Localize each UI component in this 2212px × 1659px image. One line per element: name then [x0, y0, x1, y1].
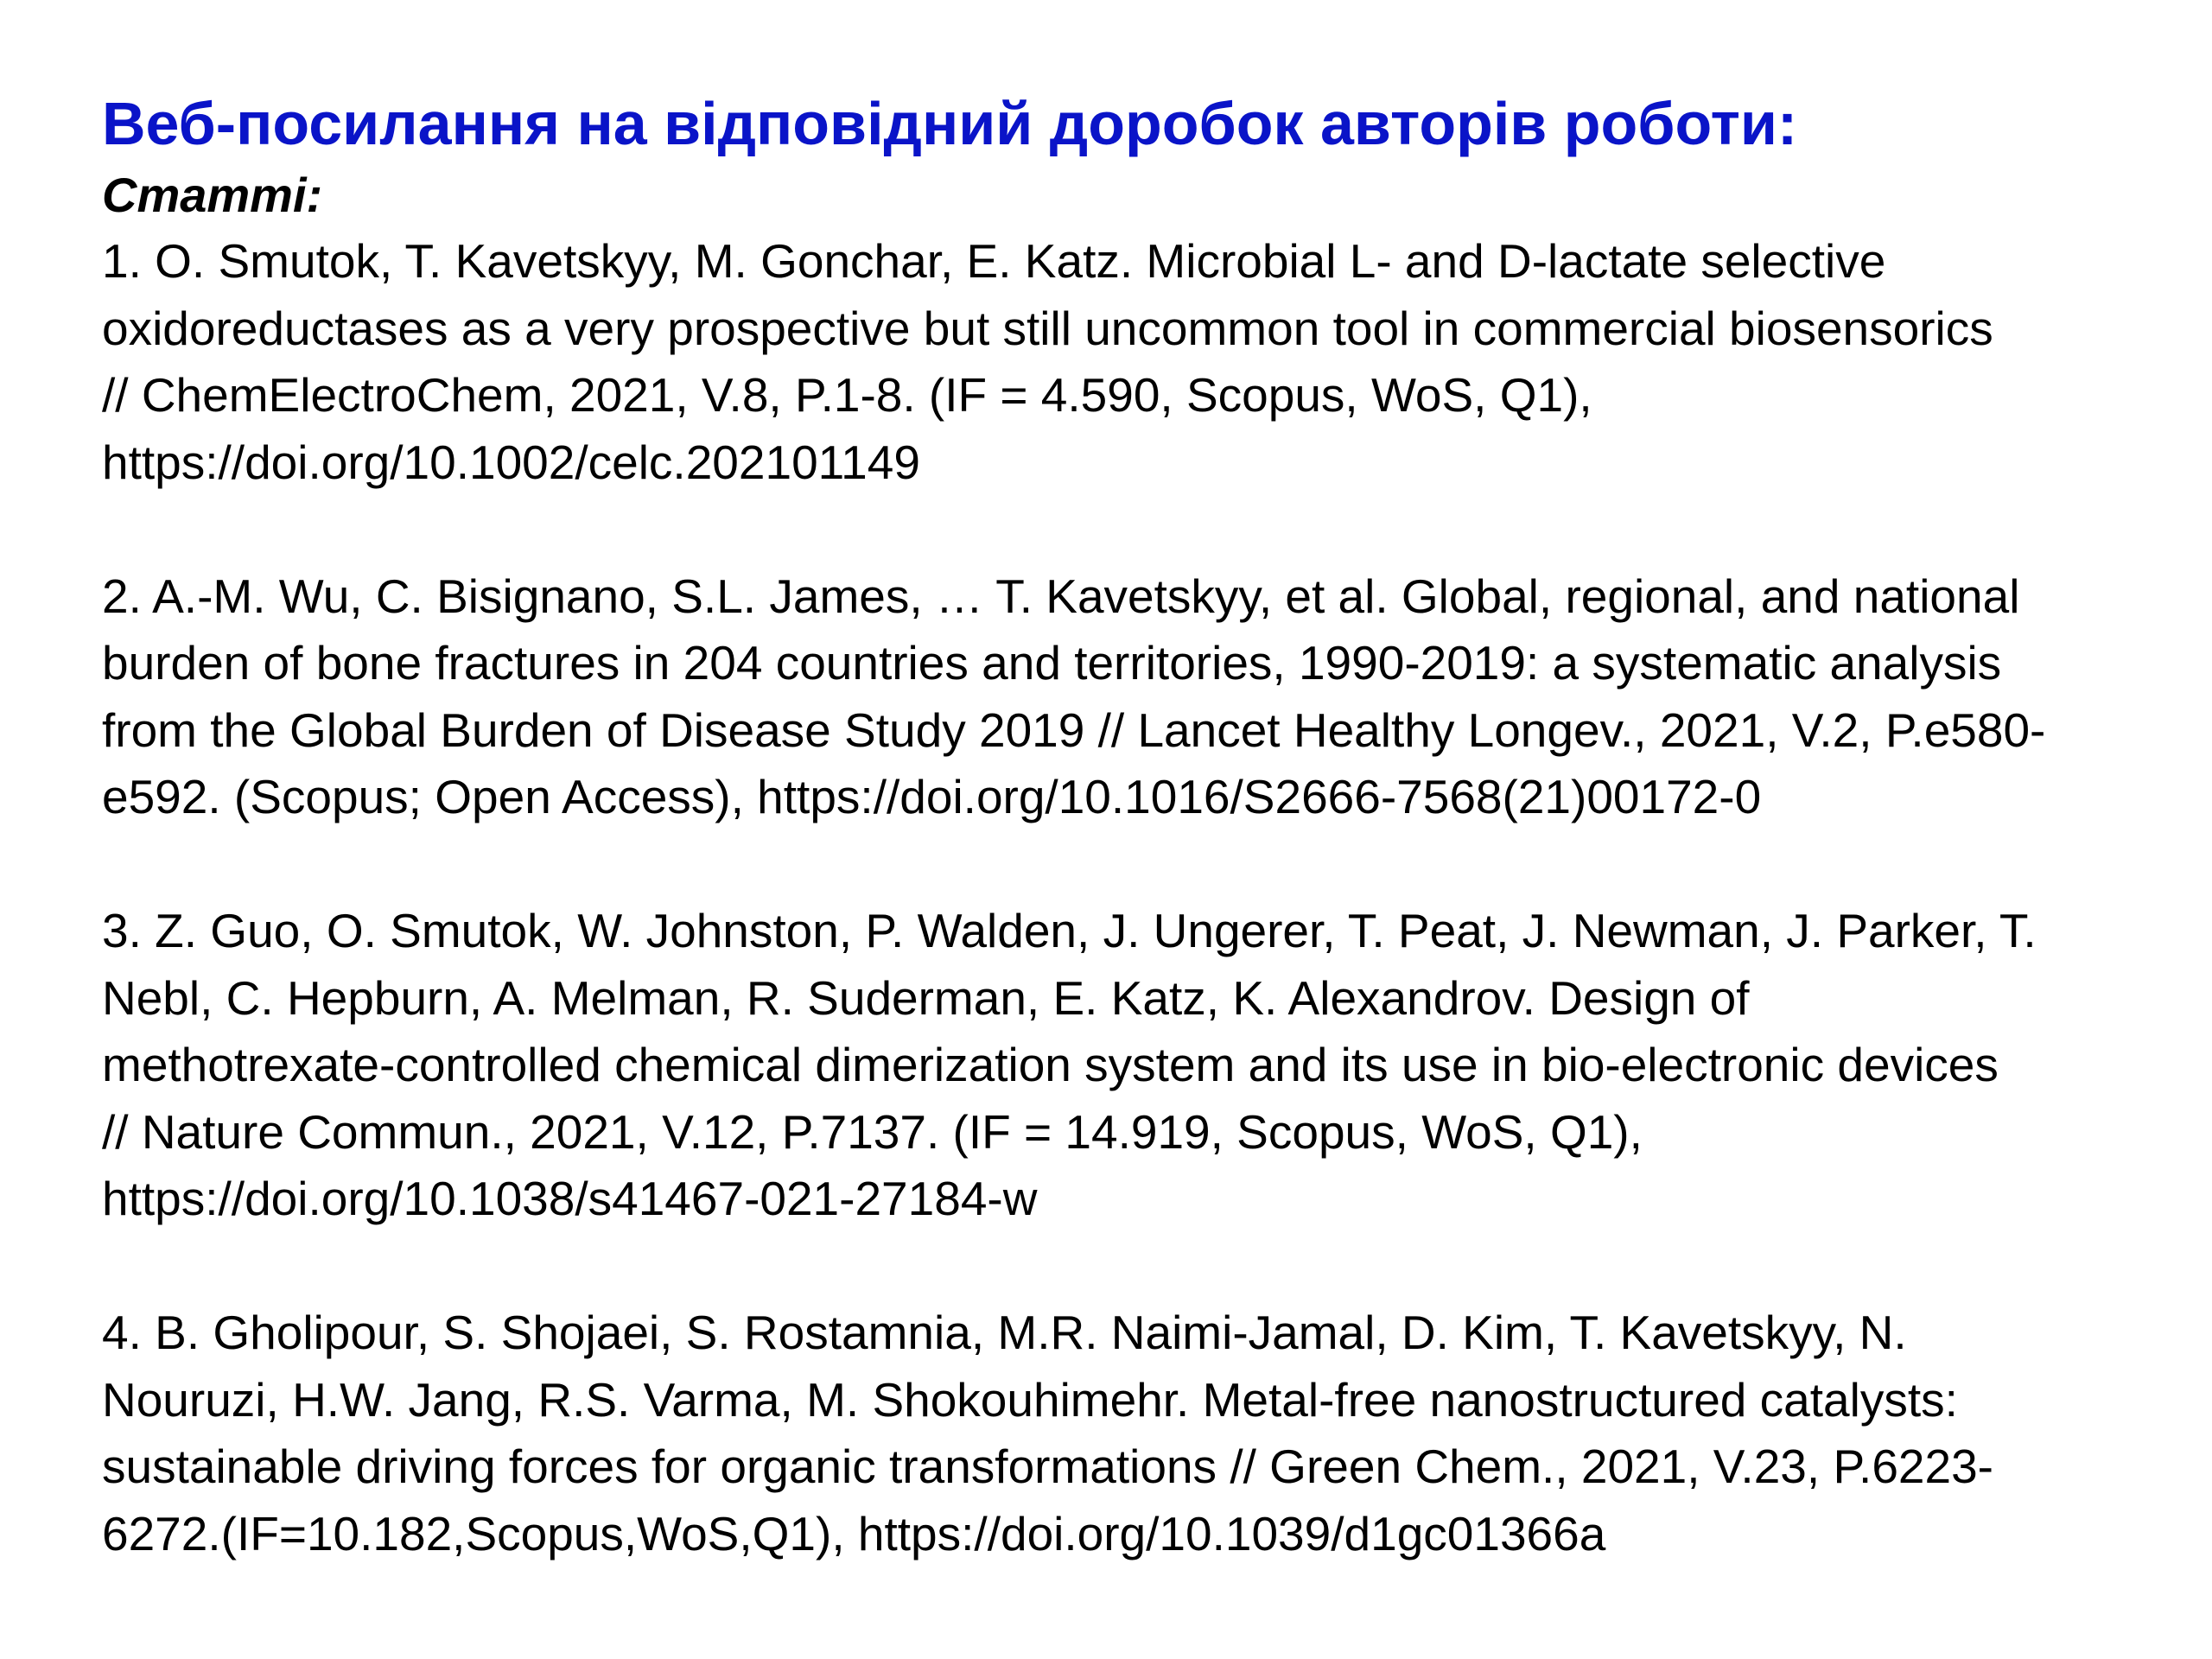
reference-line: burden of bone fractures in 204 countries and territories, 1990-2019: a systematic analysis — [102, 636, 2002, 690]
section-subtitle: Статті: — [102, 168, 323, 222]
reference-line-with-doi-link[interactable]: 6272.(IF=10.182,Scopus,WoS,Q1), https://doi.org/10.1039/d1gc01366a — [102, 1506, 1606, 1560]
reference-line: // Nature Commun., 2021, V.12, P.7137. (IF = 14.919, Scopus, WoS, Q1), — [102, 1104, 1643, 1159]
reference-line: from the Global Burden of Disease Study 2019 // Lancet Healthy Longev., 2021, V.2, P.e580- — [102, 702, 2046, 757]
slide-content — [102, 85, 2176, 1567]
reference-item-4 — [102, 1300, 2176, 1567]
reference-item-3 — [102, 898, 2176, 1233]
reference-line: 1. O. Smutok, T. Kavetskyy, M. Gonchar, E. Katz. Microbial L- and D-lactate selective — [102, 234, 1886, 288]
reference-doi-link[interactable]: https://doi.org/10.1002/celc.202101149 — [102, 435, 920, 489]
reference-line: // ChemElectroChem, 2021, V.8, P.1-8. (IF = 4.590, Scopus, WoS, Q1), — [102, 368, 1592, 422]
reference-line: 2. A.-M. Wu, C. Bisignano, S.L. James, … T. Kavetskyy, et al. Global, regional, and national — [102, 569, 2020, 623]
reference-line: 4. B. Gholipour, S. Shojaei, S. Rostamnia, M.R. Naimi-Jamal, D. Kim, T. Kavetskyy, N. — [102, 1306, 1907, 1359]
reference-line: Nouruzi, H.W. Jang, R.S. Varma, M. Shokouhimehr. Metal-free nanostructured catalysts: — [102, 1372, 1958, 1427]
reference-list — [102, 228, 2176, 1567]
reference-line-with-doi-link[interactable]: e592. (Scopus; Open Access), https://doi.org/10.1016/S2666-7568(21)00172-0 — [102, 770, 1762, 823]
slide-title: Веб-посилання на відповідний доробок авторів роботи: — [102, 90, 1798, 157]
reference-item-2 — [102, 563, 2176, 831]
reference-line: sustainable driving forces for organic transformations // Green Chem., 2021, V.23, P.6223- — [102, 1440, 1993, 1493]
reference-item-1 — [102, 228, 2176, 496]
reference-line: 3. Z. Guo, O. Smutok, W. Johnston, P. Walden, J. Ungerer, T. Peat, J. Newman, J. Parker, T. — [102, 904, 2037, 957]
reference-line: methotrexate-controlled chemical dimerization system and its use in bio-electronic devices — [102, 1038, 1999, 1091]
reference-line: Nebl, C. Hepburn, A. Melman, R. Suderman, E. Katz, K. Alexandrov. Design of — [102, 970, 1750, 1025]
reference-doi-link[interactable]: https://doi.org/10.1038/s41467-021-27184-w — [102, 1172, 1038, 1225]
reference-line: oxidoreductases as a very prospective but still uncommon tool in commercial biosensorics — [102, 301, 1993, 355]
